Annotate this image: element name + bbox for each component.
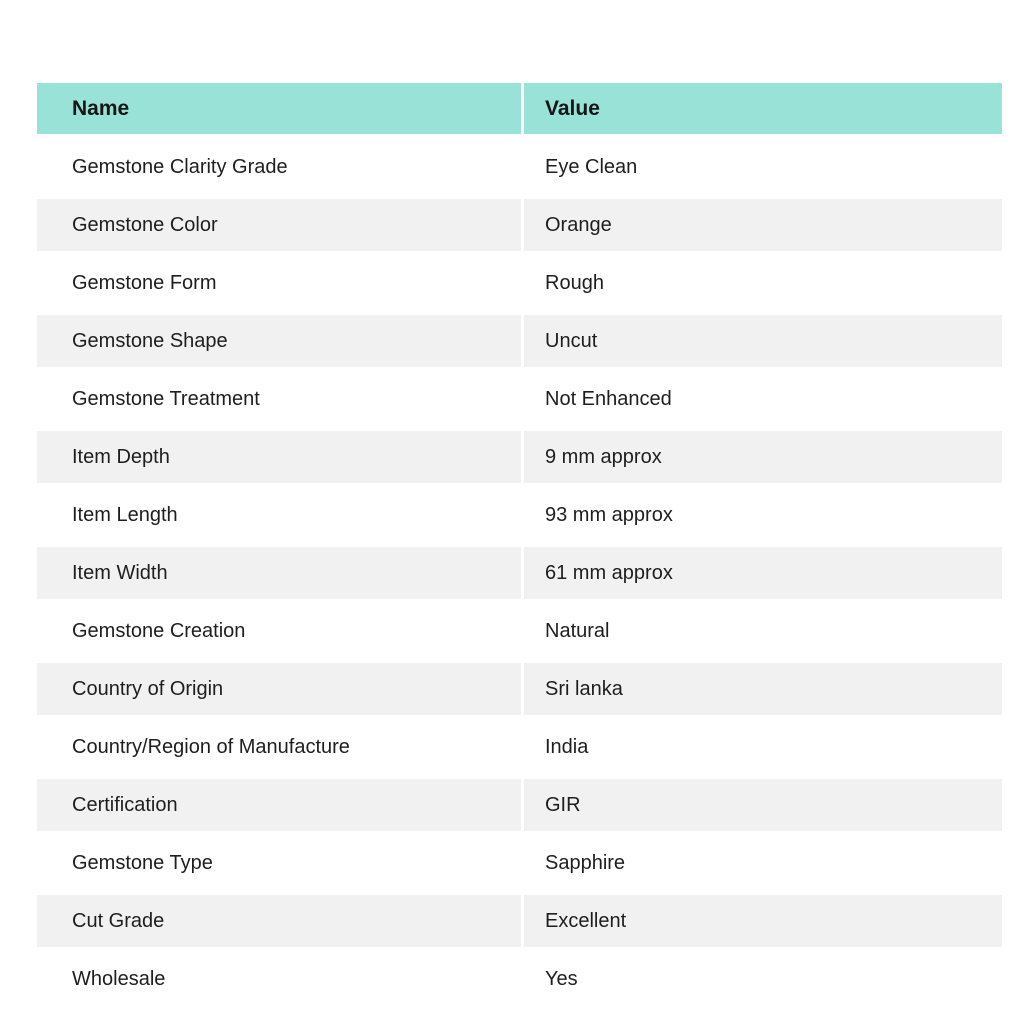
row-name-cell: Gemstone Treatment bbox=[37, 370, 524, 428]
table-row bbox=[37, 718, 1002, 776]
row-name-cell: Gemstone Shape bbox=[37, 312, 524, 370]
row-name-cell: Gemstone Clarity Grade bbox=[37, 138, 524, 196]
table-row bbox=[37, 950, 1002, 1008]
row-value-cell: GIR bbox=[524, 776, 1002, 834]
row-name-cell: Gemstone Color bbox=[37, 196, 524, 254]
table-row bbox=[37, 660, 1002, 718]
table-row bbox=[37, 602, 1002, 660]
row-value-cell: Rough bbox=[524, 254, 1002, 312]
row-value-cell: Natural bbox=[524, 602, 1002, 660]
table-row bbox=[37, 196, 1002, 254]
row-value-cell: Eye Clean bbox=[524, 138, 1002, 196]
table-row bbox=[37, 370, 1002, 428]
row-value-cell: India bbox=[524, 718, 1002, 776]
item-specifics-table bbox=[37, 83, 1002, 1008]
table-body bbox=[37, 138, 1002, 1008]
table-row bbox=[37, 428, 1002, 486]
column-header-name: Name bbox=[37, 83, 524, 134]
row-value-cell: 9 mm approx bbox=[524, 428, 1002, 486]
row-name-cell: Certification bbox=[37, 776, 524, 834]
table-header-row bbox=[37, 83, 1002, 134]
row-value-cell: Sri lanka bbox=[524, 660, 1002, 718]
row-name-cell: Item Length bbox=[37, 486, 524, 544]
row-name-cell: Gemstone Creation bbox=[37, 602, 524, 660]
row-value-cell: Sapphire bbox=[524, 834, 1002, 892]
row-name-cell: Wholesale bbox=[37, 950, 524, 1008]
table-row bbox=[37, 138, 1002, 196]
row-value-cell: 93 mm approx bbox=[524, 486, 1002, 544]
row-value-cell: Uncut bbox=[524, 312, 1002, 370]
row-value-cell: Orange bbox=[524, 196, 1002, 254]
table-row bbox=[37, 312, 1002, 370]
table-row bbox=[37, 834, 1002, 892]
table-row bbox=[37, 776, 1002, 834]
row-name-cell: Gemstone Form bbox=[37, 254, 524, 312]
row-value-cell: Excellent bbox=[524, 892, 1002, 950]
row-value-cell: Yes bbox=[524, 950, 1002, 1008]
row-name-cell: Item Width bbox=[37, 544, 524, 602]
row-name-cell: Gemstone Type bbox=[37, 834, 524, 892]
column-header-value: Value bbox=[524, 83, 1002, 134]
row-name-cell: Item Depth bbox=[37, 428, 524, 486]
table-row bbox=[37, 486, 1002, 544]
row-name-cell: Country/Region of Manufacture bbox=[37, 718, 524, 776]
table-row bbox=[37, 544, 1002, 602]
row-value-cell: 61 mm approx bbox=[524, 544, 1002, 602]
row-value-cell: Not Enhanced bbox=[524, 370, 1002, 428]
table-row bbox=[37, 892, 1002, 950]
table-row bbox=[37, 254, 1002, 312]
row-name-cell: Cut Grade bbox=[37, 892, 524, 950]
row-name-cell: Country of Origin bbox=[37, 660, 524, 718]
